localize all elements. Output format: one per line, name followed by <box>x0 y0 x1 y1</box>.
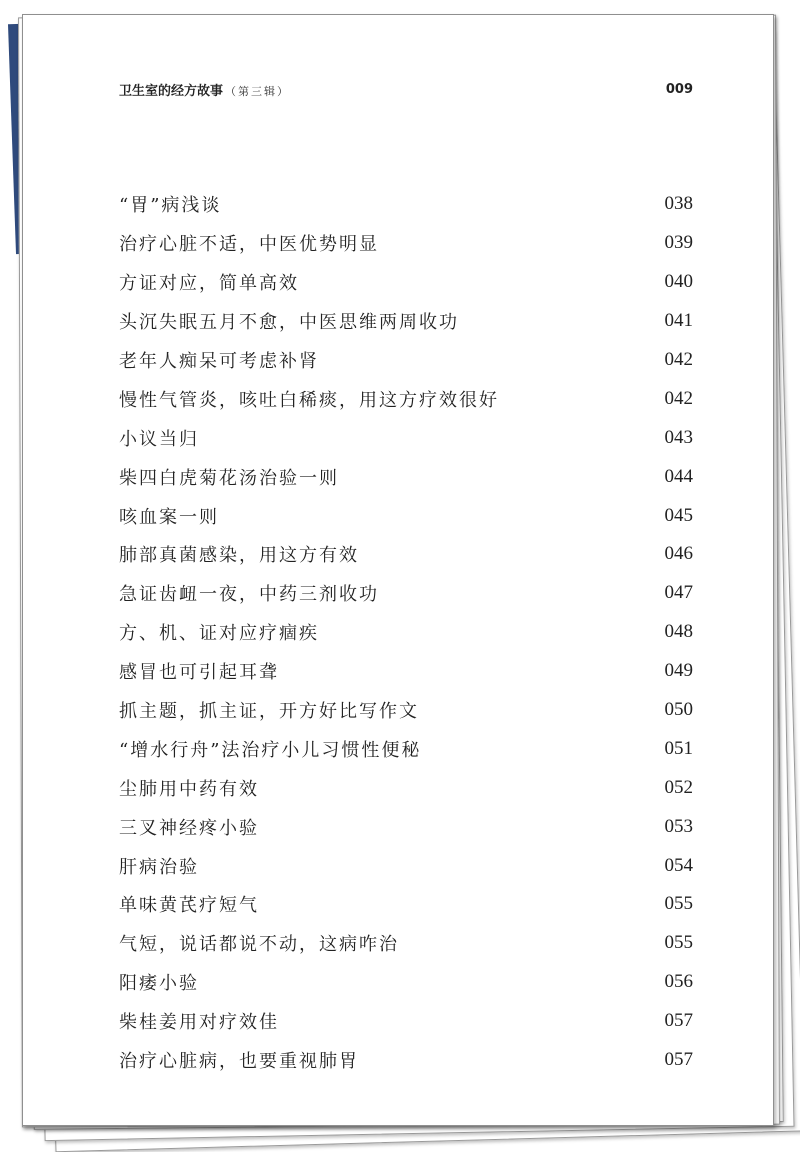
toc-entry-title: “增水行舟”法治疗小儿习惯性便秘 <box>119 739 422 761</box>
toc-entry-page: 055 <box>664 932 693 954</box>
toc-entry-title: 尘肺用中药有效 <box>119 778 259 800</box>
toc-entry-page: 045 <box>664 504 693 526</box>
toc-entry[interactable] <box>119 885 693 924</box>
toc-entry[interactable] <box>119 1041 693 1080</box>
toc-entry-title: 咳血案一则 <box>119 506 219 528</box>
toc-entry[interactable] <box>119 224 693 263</box>
toc-entry-page: 046 <box>664 543 693 565</box>
toc-entry-page: 043 <box>664 426 693 448</box>
page-number: 009 <box>665 81 693 97</box>
toc-entry-title: 小议当归 <box>119 428 199 450</box>
toc-entry-page: 047 <box>664 582 693 604</box>
toc-entry-title: 感冒也可引起耳聋 <box>119 662 279 684</box>
toc-entry[interactable] <box>119 807 693 846</box>
toc-entry[interactable] <box>119 924 693 963</box>
toc-entry-page: 044 <box>664 465 693 487</box>
toc-entry[interactable] <box>119 263 693 302</box>
toc-entry[interactable] <box>119 185 693 224</box>
table-of-contents <box>119 185 693 1079</box>
toc-entry[interactable] <box>119 1002 693 1041</box>
toc-entry[interactable] <box>119 574 693 613</box>
toc-entry-page: 042 <box>664 387 693 409</box>
book-page <box>22 14 774 1126</box>
toc-entry[interactable] <box>119 341 693 380</box>
toc-entry-title: 肝病治验 <box>119 856 199 878</box>
toc-entry[interactable] <box>119 613 693 652</box>
toc-entry-title: “胃”病浅谈 <box>119 195 222 217</box>
toc-entry[interactable] <box>119 457 693 496</box>
toc-entry-page: 056 <box>664 971 693 993</box>
toc-entry-page: 051 <box>664 737 693 759</box>
toc-entry[interactable] <box>119 963 693 1002</box>
book-title-group <box>119 80 290 99</box>
toc-entry-page: 048 <box>664 621 693 643</box>
toc-entry[interactable] <box>119 379 693 418</box>
running-header <box>119 79 693 99</box>
toc-entry[interactable] <box>119 652 693 691</box>
toc-entry-page: 055 <box>664 893 693 915</box>
toc-entry-title: 方、机、证对应疗痼疾 <box>119 623 319 645</box>
toc-entry[interactable] <box>119 846 693 885</box>
toc-entry-title: 治疗心脏不适，中医优势明显 <box>119 234 379 256</box>
toc-entry-title: 柴桂姜用对疗效佳 <box>119 1012 279 1034</box>
toc-entry-page: 050 <box>664 699 693 721</box>
toc-entry-page: 049 <box>664 660 693 682</box>
toc-entry-page: 057 <box>664 1049 693 1071</box>
toc-entry-title: 方证对应，简单高效 <box>119 273 299 295</box>
toc-entry[interactable] <box>119 496 693 535</box>
toc-entry-page: 040 <box>664 271 693 293</box>
toc-entry-title: 单味黄芪疗短气 <box>119 895 259 917</box>
toc-entry-title: 气短，说话都说不动，这病咋治 <box>119 934 399 956</box>
toc-entry-page: 057 <box>664 1010 693 1032</box>
toc-entry-title: 急证齿衄一夜，中药三剂收功 <box>119 584 379 606</box>
book-subtitle: （第三辑） <box>225 84 291 98</box>
toc-entry-title: 阳痿小验 <box>119 973 199 995</box>
toc-entry[interactable] <box>119 302 693 341</box>
toc-entry-title: 老年人痴呆可考虑补肾 <box>119 351 319 372</box>
toc-entry-title: 柴四白虎菊花汤治验一则 <box>119 467 339 489</box>
toc-entry-page: 042 <box>664 349 693 370</box>
book-title: 卫生室的经方故事 <box>119 83 224 99</box>
toc-entry-title: 抓主题，抓主证，开方好比写作文 <box>119 701 419 723</box>
toc-entry-title: 肺部真菌感染，用这方有效 <box>119 545 359 567</box>
toc-entry[interactable] <box>119 535 693 574</box>
toc-entry[interactable] <box>119 729 693 768</box>
toc-entry[interactable] <box>119 418 693 457</box>
toc-entry[interactable] <box>119 691 693 730</box>
toc-entry-title: 慢性气管炎，咳吐白稀痰，用这方疗效很好 <box>119 389 499 411</box>
toc-entry-title: 治疗心脏病，也要重视肺胃 <box>119 1051 359 1073</box>
toc-entry-page: 039 <box>664 232 693 254</box>
toc-entry[interactable] <box>119 768 693 807</box>
toc-entry-page: 041 <box>664 310 693 332</box>
toc-entry-page: 054 <box>664 854 693 876</box>
toc-entry-page: 052 <box>664 776 693 798</box>
toc-entry-title: 头沉失眠五月不愈，中医思维两周收功 <box>119 312 459 334</box>
toc-entry-page: 053 <box>664 815 693 837</box>
toc-entry-page: 038 <box>664 193 693 215</box>
toc-entry-title: 三叉神经疼小验 <box>119 817 259 839</box>
